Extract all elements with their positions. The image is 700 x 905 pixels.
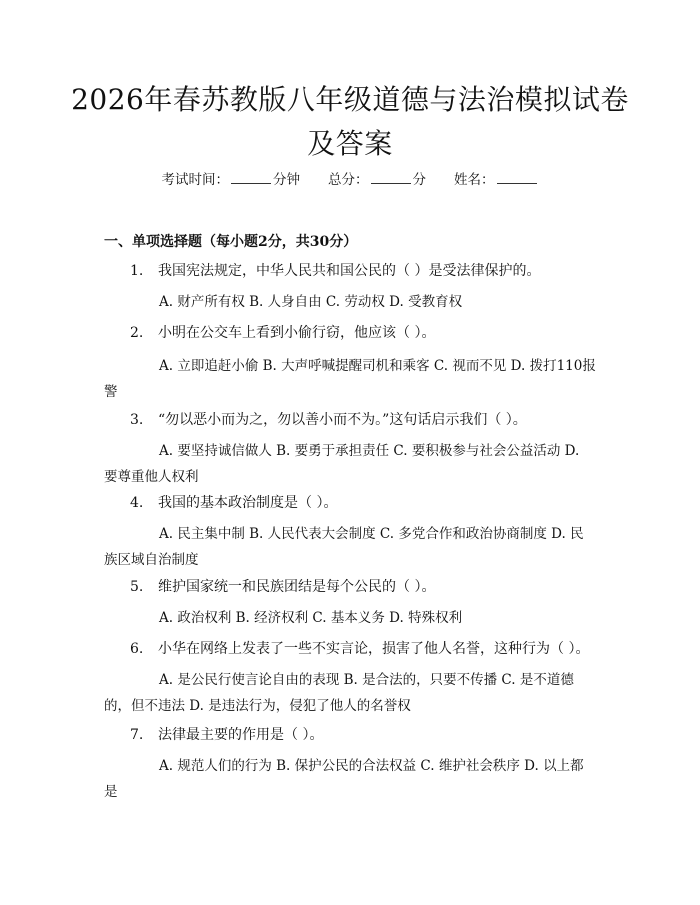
question-number: 4. [130,495,144,511]
question-text: “勿以恶小而为之，勿以善小而不为。”这句话启示我们（ ）。 [158,412,527,428]
time-unit: 分钟 [273,172,300,188]
score-unit: 分 [412,172,426,188]
question-stem [130,492,600,514]
time-blank[interactable] [231,169,271,184]
question-number: 6. [130,641,144,657]
total-score-field [328,168,426,188]
title-line-2: 及答案 [307,127,393,160]
score-label: 总分： [328,172,369,188]
page-title [40,78,660,166]
question-text: 我国的基本政治制度是（ ）。 [158,495,338,511]
question-stem [130,576,600,598]
time-label: 考试时间： [161,172,229,188]
question-text: 维护国家统一和民族团结是每个公民的（ ）。 [158,579,436,595]
question-options: A. 财产所有权 B. 人身自由 C. 劳动权 D. 受教育权 [159,294,463,310]
question-text: 法律最主要的作用是（ ）。 [158,727,324,743]
question-text: 小华在网络上发表了一些不实言论，损害了他人名誉，这种行为（ ）。 [158,641,590,657]
question-options: A. 规范人们的行为 B. 保护公民的合法权益 C. 维护社会秩序 D. 以上都是 [104,758,584,800]
exam-time-field [162,168,301,188]
question-options: A. 民主集中制 B. 人民代表大会制度 C. 多党合作和政治协商制度 D. 民族区域自治制度 [104,526,584,568]
question-options: A. 是公民行使言论自由的表现 B. 是合法的，只要不传播 C. 是不道德的，但不违法 D. 是违法行为，侵犯了他人的名誉权 [104,672,574,714]
question-text: 小明在公交车上看到小偷行窃，他应该（ ）。 [158,325,436,341]
name-blank[interactable] [497,169,537,184]
question-options: A. 政治权利 B. 经济权利 C. 基本义务 D. 特殊权利 [159,610,463,626]
question-number: 7. [130,727,144,743]
question-number: 5. [130,579,144,595]
name-field [454,168,539,188]
question-stem [130,724,600,746]
question-text: 我国宪法规定，中华人民共和国公民的（ ）是受法律保护的。 [158,263,541,279]
exam-meta [0,168,700,188]
question-stem [130,322,600,344]
score-blank[interactable] [371,169,411,184]
question-stem [130,638,610,660]
question-number: 2. [130,325,144,341]
title-line-1: 2026年春苏教版八年级道德与法治模拟试卷 [71,83,629,116]
question-number: 3. [130,412,144,428]
question-stem [130,260,600,282]
section-heading: 一、单项选择题（每小题2分，共30分） [104,234,358,250]
name-label: 姓名： [454,172,495,188]
question-options: A. 立即追赶小偷 B. 大声呼喊提醒司机和乘客 C. 视而不见 D. 拨打110报警 [104,358,596,400]
question-options: A. 要坚持诚信做人 B. 要勇于承担责任 C. 要积极参与社会公益活动 D. 要尊重他人权利 [104,443,580,485]
question-number: 1. [130,263,144,279]
question-stem [130,409,600,431]
